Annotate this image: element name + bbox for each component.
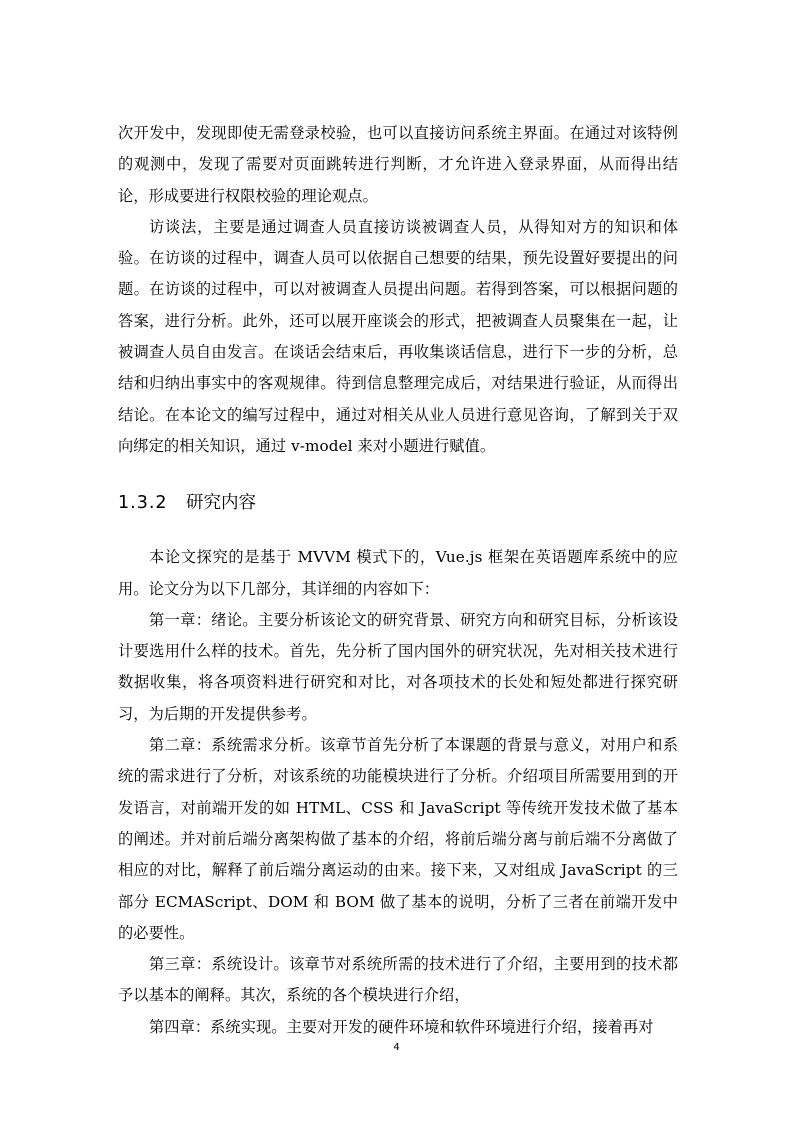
paragraph-group-top [118,118,678,462]
paragraph: 第三章：系统设计。该章节对系统所需的技术进行了介绍，主要用到的技术都予以基本的阐释。其次，系统的各个模块进行介绍， [118,955,678,1005]
section-heading [118,491,678,515]
paragraph: 第四章：系统实现。主要对开发的硬件环境和软件环境进行介绍，接着再对 [149,1017,654,1036]
paragraph: 访谈法，主要是通过调查人员直接访谈被调查人员，从得知对方的知识和体验。在访谈的过程中，调查人员可以依据自己想要的结果，预先设置好要提出的问题。在访谈的过程中，可以对被调查人员提出问题。若得到答案，可以根据问题的答案，进行分析。此外，还可以展开座谈会的形式，把被调查人员聚集在一起，让被调查人员自由发言。在谈话会结束后，再收集谈话信息，进行下一步的分析，总结和归纳出事实中的客观规律。待到信息整理完成后，对结果进行验证，从而得出结论。在本论文的编写过程中，通过对相关从业人员进行意见咨询，了解到关于双向绑定的相关知识，通过 v-model 来对小题进行赋值。 [118,217,678,455]
section-number: 1.3.2 [118,493,168,514]
paragraph: 第二章：系统需求分析。该章节首先分析了本课题的背景与意义，对用户和系统的需求进行了分析，对该系统的功能模块进行了分析。介绍项目所需要用到的开发语言，对前端开发的如 HTML、CSS 和 JavaScript 等传统开发技术做了基本的阐述。并对前后端分离架构做了基本的介绍，将前后端分离与前后端不分离做了相应的对比，解释了前后端分离运动的由来。接下来，又对组成 JavaScript 的三部分 ECMAScript、DOM 和 BOM 做了基本的说明，分析了三者在前端开发中的必要性。 [118,736,678,942]
paragraph: 第一章：绪论。主要分析该论文的研究背景、研究方向和研究目标，分析该设计要选用什么样的技术。首先，先分析了国内国外的研究状况，先对相关技术进行数据收集，将各项资料进行研究和对比，对各项技术的长处和短处都进行探究研习，为后期的开发提供参考。 [118,610,678,723]
section-title: 研究内容 [186,493,256,514]
page-number: 4 [393,1042,400,1053]
paragraph: 次开发中，发现即使无需登录校验，也可以直接访问系统主界面。在通过对该特例的观测中，发现了需要对页面跳转进行判断，才允许进入登录界面，从而得出结论，形成要进行权限校验的理论观点。 [118,124,678,205]
paragraph: 本论文探究的是基于 MVVM 模式下的，Vue.js 框架在英语题库系统中的应用。论文分为以下几部分，其详细的内容如下： [118,548,678,598]
paragraph-group-bottom [118,542,678,1043]
page-body [118,118,678,1043]
